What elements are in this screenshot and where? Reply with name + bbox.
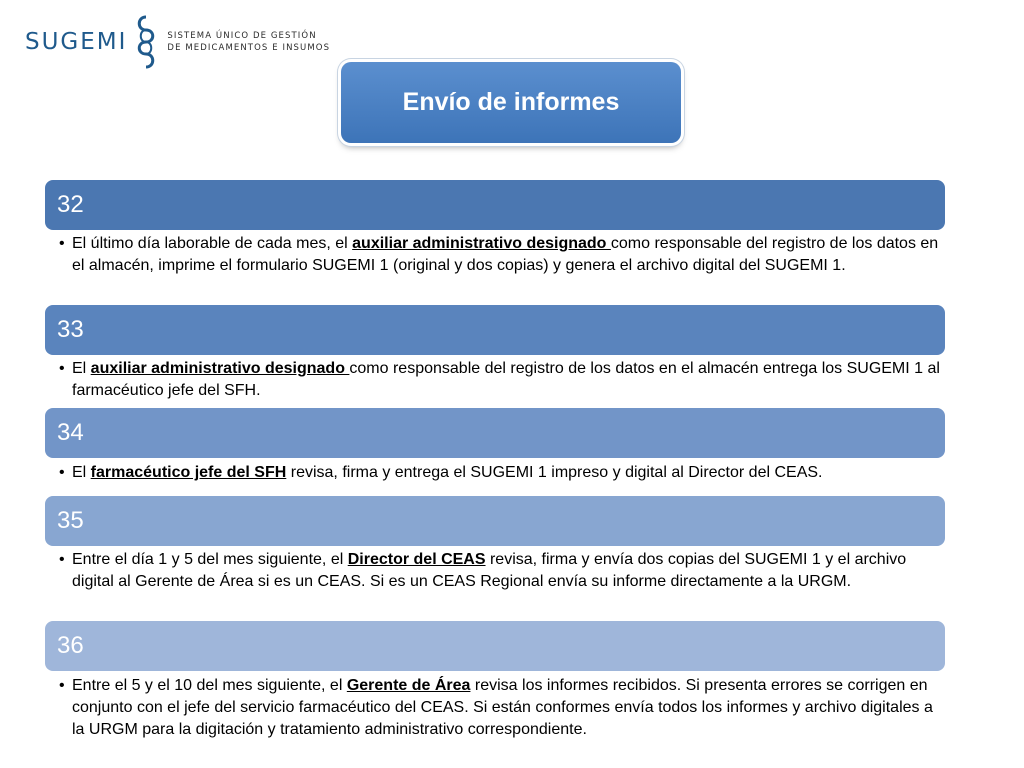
bullet-icon: •: [59, 677, 65, 694]
step-bar-36: [45, 621, 945, 671]
role-link[interactable]: Director del CEAS: [347, 551, 486, 568]
bullet-icon: •: [59, 551, 65, 568]
step-number: 35: [57, 507, 84, 534]
step-text-pre: El: [72, 360, 91, 377]
logo-subtitle-line1: SISTEMA ÚNICO DE GESTIÓN: [167, 31, 317, 41]
step-text-post: como responsable del registro de los datos en el almacén, imprime el formulario SUGEMI 1 (original y dos copias) y genera el archivo digital del SUGEMI 1.: [72, 235, 939, 274]
role-link[interactable]: auxiliar administrativo designado: [352, 235, 611, 252]
step-text-post: revisa, firma y envía dos copias del SUGEMI 1 y el archivo digital al Gerente de Área si es un CEAS. Si es un CEAS Regional envía su informe directamente a la URGM.: [72, 551, 907, 590]
step-number: 36: [57, 632, 84, 659]
step-bar-33: [45, 305, 945, 355]
step-number: 33: [57, 316, 84, 343]
bullet-icon: •: [59, 360, 65, 377]
step-text-36: [59, 675, 944, 741]
slide-title: Envío de informes: [341, 62, 681, 143]
step-bar-32: [45, 180, 945, 230]
logo-subtitle-line2: DE MEDICAMENTOS E INSUMOS: [167, 43, 331, 53]
step-text-pre: Entre el día 1 y 5 del mes siguiente, el: [72, 551, 348, 568]
step-text-pre: El último día laborable de cada mes, el: [72, 235, 353, 252]
logo-mark-icon: [133, 14, 159, 70]
sugemi-logo: [25, 14, 330, 70]
bullet-icon: •: [59, 235, 65, 252]
step-text-pre: Entre el 5 y el 10 del mes siguiente, el: [72, 677, 347, 694]
step-number: 32: [57, 191, 84, 218]
step-bar-35: [45, 496, 945, 546]
step-text-post: revisa, firma y entrega el SUGEMI 1 impreso y digital al Director del CEAS.: [286, 464, 823, 481]
logo-subtitle: [167, 30, 330, 54]
step-bar-34: [45, 408, 945, 458]
role-link[interactable]: Gerente de Área: [346, 677, 471, 694]
step-text-34: [59, 462, 944, 484]
step-text-post: como responsable del registro de los datos en el almacén entrega los SUGEMI 1 al farmacéutico jefe del SFH.: [72, 360, 940, 399]
role-link[interactable]: farmacéutico jefe del SFH: [90, 464, 287, 481]
step-number: 34: [57, 419, 84, 446]
step-text-32: [59, 233, 944, 277]
role-link[interactable]: auxiliar administrativo designado: [90, 360, 350, 377]
step-text-pre: El: [72, 464, 91, 481]
logo-word: SUGEMI: [25, 29, 128, 55]
bullet-icon: •: [59, 464, 65, 481]
step-text-35: [59, 549, 944, 593]
step-text-post: revisa los informes recibidos. Si presenta errores se corrigen en conjunto con el jefe del servicio farmacéutico del CEAS. Si están conformes envía todos los informes y archivo digitales a la URGM para la digitación y tratamiento administrativo correspondiente.: [72, 677, 933, 738]
step-text-33: [59, 358, 944, 402]
